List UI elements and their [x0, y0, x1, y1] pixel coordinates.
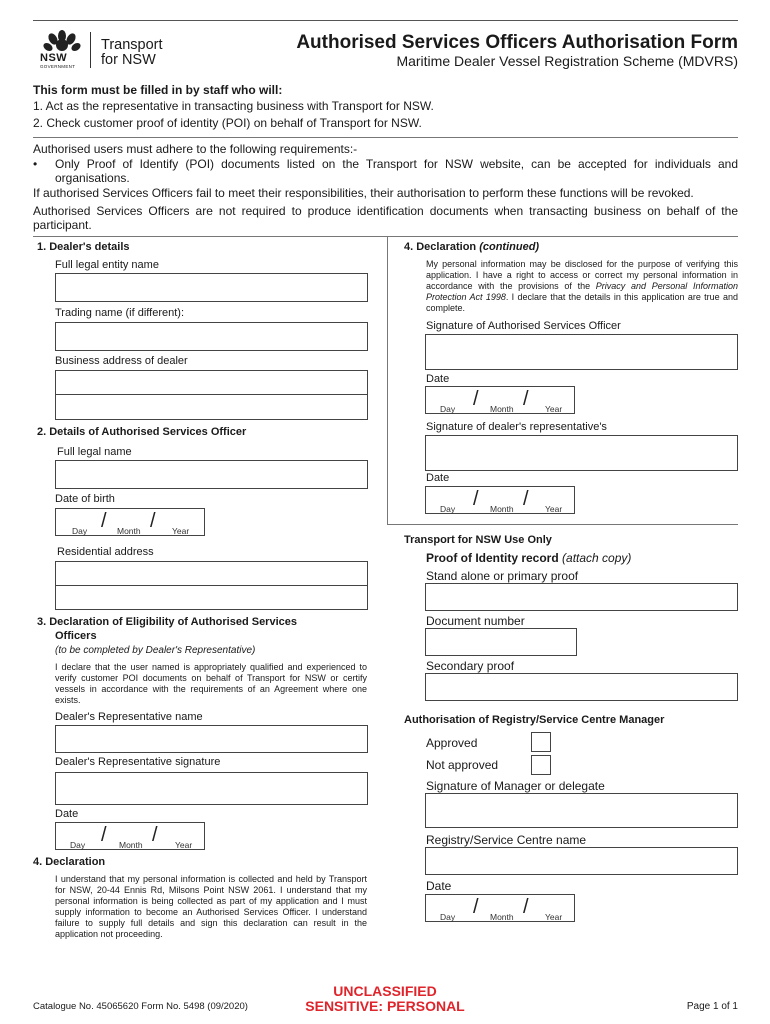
section-4c-text [426, 259, 738, 314]
poi-heading [426, 551, 631, 565]
poi-heading-text: Proof of Identity record [426, 551, 559, 565]
dob-input[interactable] [55, 508, 205, 536]
section-4c-text-a: My personal information may be disclosed for the purpose of verifying this application. I have a right to access or correct my personal information in accordance with the provisions of the [426, 259, 738, 291]
manager-auth-heading: Authorisation of Registry/Service Centre Manager [404, 714, 665, 726]
approved-checkbox[interactable] [531, 732, 551, 752]
trading-name-label: Trading name (if different): [55, 307, 185, 319]
logo-government-text: GOVERNMENT [40, 64, 76, 69]
divider [33, 236, 738, 237]
intro-heading: This form must be filled in by staff who will: [33, 83, 283, 97]
classification-line-2: SENSITIVE: PERSONAL [305, 998, 465, 1014]
officer-signature-input[interactable] [425, 334, 738, 370]
dob-label: Date of birth [55, 493, 115, 505]
catalogue-number: Catalogue No. 45065620 Form No. 5498 (09/2020) [33, 1001, 248, 1012]
month-label: Month [117, 526, 141, 536]
classification-marking [290, 984, 480, 1014]
logo-nsw-text: NSW [40, 52, 68, 64]
date-slash: / [523, 388, 529, 410]
form-title: Authorised Services Officers Authorisation Form [296, 32, 738, 53]
section-4-continued-heading [404, 241, 539, 254]
trading-name-input[interactable] [55, 322, 368, 351]
office-use-heading: Transport for NSW Use Only [404, 534, 552, 546]
officer-signature-label: Signature of Authorised Services Officer [426, 320, 621, 332]
date-slash: / [101, 824, 107, 846]
business-address-label: Business address of dealer [55, 355, 188, 367]
section-4c-title: 4. Declaration [404, 241, 477, 253]
business-address-input-line-2[interactable] [55, 394, 368, 420]
section-4-heading: 4. Declaration [33, 856, 106, 868]
year-label: Year [545, 912, 563, 922]
centre-name-label: Registry/Service Centre name [426, 833, 587, 847]
logo-divider [90, 32, 91, 68]
year-label: Year [175, 840, 193, 850]
rep-name-input[interactable] [55, 725, 368, 753]
section-3-declaration-text: I declare that the user named is appropriately qualified and experienced to verify customer POI documents on behalf of Transport for NSW or certify vessels in accordance with the requirements of an Agreement where one exists. [55, 662, 367, 705]
year-label: Year [545, 404, 563, 414]
officer-date-label: Date [426, 373, 450, 385]
section-1-heading: 1. Dealer's details [37, 241, 130, 253]
header-rule [33, 20, 738, 21]
requirements-intro: Authorised users must adhere to the following requirements:- [33, 142, 358, 156]
year-label: Year [545, 504, 563, 514]
document-number-label: Document number [426, 614, 525, 628]
section-4c-continued: (continued) [479, 241, 540, 253]
not-approved-label: Not approved [426, 758, 499, 772]
residential-address-label: Residential address [57, 546, 154, 558]
poi-note: (attach copy) [562, 551, 632, 565]
section-3-heading: 3. Declaration of Eligibility of Authorised Services [37, 616, 297, 628]
requirements-noid: Authorised Services Officers are not required to produce identification documents when transacting business on behalf of the participant. [33, 204, 738, 232]
date-slash: / [152, 824, 158, 846]
column-divider [387, 236, 388, 524]
month-label: Month [119, 840, 143, 850]
dealer-date-label: Date [426, 472, 450, 484]
entity-name-label: Full legal entity name [55, 259, 159, 271]
standalone-proof-input[interactable] [425, 583, 738, 611]
section-2-heading: 2. Details of Authorised Services Officer [37, 426, 247, 438]
date-slash: / [473, 388, 479, 410]
section-4-declaration-text: I understand that my personal information is collected and held by Transport for NSW, 20-44 Ennis Rd, Milsons Point NSW 2061. I understand that my personal information is being collected as part of my application and I must supply information to become an Authorised Services Officer. I understand failure to supply full details and sign this declaration can result in the application not proceeding. [55, 874, 367, 939]
requirements-revoke: If authorised Services Officers fail to meet their responsibilities, their authorisation to perform these functions will be revoked. [33, 186, 694, 200]
standalone-proof-label: Stand alone or primary proof [426, 569, 579, 583]
day-label: Day [72, 526, 88, 536]
privacy-act-name: Privacy and Personal Information Protection Act 1998 [426, 281, 738, 302]
residential-address-input-line-2[interactable] [55, 585, 368, 610]
centre-name-input[interactable] [425, 847, 738, 875]
rep-date-input[interactable] [55, 822, 205, 850]
section-3-heading-cont: Officers [55, 630, 97, 642]
secondary-proof-label: Secondary proof [426, 659, 515, 673]
rep-date-label: Date [55, 808, 79, 820]
month-label: Month [490, 912, 514, 922]
bullet-icon: • [33, 157, 38, 171]
logo-line-1: Transport [101, 37, 163, 53]
dealer-date-input[interactable] [425, 486, 575, 514]
date-slash: / [473, 488, 479, 510]
secondary-proof-input[interactable] [425, 673, 738, 701]
full-legal-name-input[interactable] [55, 460, 368, 489]
divider [33, 137, 738, 138]
logo-transport [101, 38, 163, 68]
day-label: Day [70, 840, 86, 850]
full-legal-name-label: Full legal name [57, 446, 132, 458]
approved-label: Approved [426, 736, 478, 750]
intro-item-1: 1. Act as the representative in transacting business with Transport for NSW. [33, 99, 434, 113]
divider [387, 524, 738, 525]
section-4c-text-b: . I declare that the details in this application are true and complete. [426, 292, 738, 313]
page-number: Page 1 of 1 [686, 1001, 738, 1012]
entity-name-input[interactable] [55, 273, 368, 302]
month-label: Month [490, 504, 514, 514]
office-date-label: Date [426, 879, 452, 893]
date-slash: / [150, 510, 156, 532]
year-label: Year [172, 526, 190, 536]
manager-signature-input[interactable] [425, 793, 738, 828]
date-slash: / [473, 896, 479, 918]
day-label: Day [440, 912, 456, 922]
date-slash: / [101, 510, 107, 532]
rep-signature-label: Dealer's Representative signature [55, 756, 221, 768]
date-slash: / [523, 896, 529, 918]
date-slash: / [523, 488, 529, 510]
rep-signature-input[interactable] [55, 772, 368, 805]
manager-signature-label: Signature of Manager or delegate [426, 779, 605, 793]
officer-date-input[interactable] [425, 386, 575, 414]
classification-line-1: UNCLASSIFIED [333, 983, 437, 999]
day-label: Day [440, 404, 456, 414]
section-3-note: (to be completed by Dealer's Representative) [55, 645, 256, 656]
form-subtitle: Maritime Dealer Vessel Registration Scheme (MDVRS) [396, 53, 738, 69]
rep-name-label: Dealer's Representative name [55, 711, 203, 723]
document-number-input[interactable] [425, 628, 577, 656]
business-address-input-line-1[interactable] [55, 370, 368, 395]
not-approved-checkbox[interactable] [531, 755, 551, 775]
month-label: Month [490, 404, 514, 414]
intro-item-2: 2. Check customer proof of identity (POI) on behalf of Transport for NSW. [33, 116, 422, 130]
dealer-signature-input[interactable] [425, 435, 738, 471]
residential-address-input-line-1[interactable] [55, 561, 368, 586]
day-label: Day [440, 504, 456, 514]
logo-line-2: for NSW [101, 52, 156, 68]
requirements-bullet: Only Proof of Identify (POI) documents listed on the Transport for NSW website, can be accepted for individuals and organisations. [55, 157, 738, 185]
dealer-signature-label: Signature of dealer's representative's [426, 421, 607, 433]
office-date-input[interactable] [425, 894, 575, 922]
